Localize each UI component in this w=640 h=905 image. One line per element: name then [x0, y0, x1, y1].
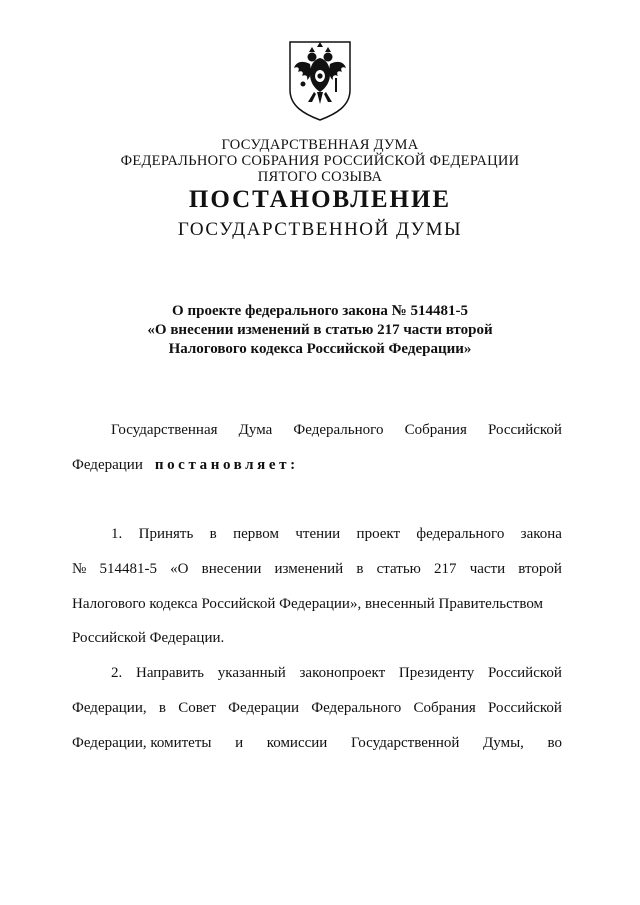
word: статью — [376, 561, 421, 577]
subject-line-3: Налогового кодекса Российской Федерации» — [168, 341, 472, 357]
word: Думы, — [483, 735, 524, 751]
word: изменений — [274, 561, 344, 577]
item-2-line-2 — [72, 700, 562, 717]
word: 1. — [111, 526, 123, 542]
item-1-line-4: Российской Федерации. — [72, 630, 225, 646]
word: первом — [233, 526, 279, 542]
intro-line-1 — [111, 422, 562, 439]
word: 217 — [434, 561, 457, 577]
word: закона — [520, 526, 562, 542]
word: 2. — [111, 665, 123, 681]
word: Российской — [488, 700, 562, 716]
word: «О — [170, 561, 189, 577]
word: части — [469, 561, 506, 577]
word: № — [72, 561, 87, 577]
word: Государственной — [350, 735, 460, 751]
word: Дума — [238, 422, 273, 438]
resolves-word: постановляет: — [154, 457, 299, 473]
word: законопроект — [299, 665, 386, 681]
word: Собрания — [413, 700, 476, 716]
word: Федерального — [311, 700, 402, 716]
word: Государственная — [111, 422, 218, 438]
word: Федерации, комитеты — [72, 735, 212, 751]
word: внесении — [201, 561, 262, 577]
word: Совет — [178, 700, 216, 716]
word: Президенту — [398, 665, 475, 681]
word: Направить — [136, 665, 204, 681]
item-1-line-2 — [72, 561, 562, 578]
word: указанный — [217, 665, 286, 681]
word: Собрания — [404, 422, 467, 438]
word: Российской — [488, 665, 562, 681]
word: второй — [518, 561, 562, 577]
item-2-line-3 — [72, 735, 562, 752]
word: 514481-5 — [99, 561, 157, 577]
word: комиссии — [266, 735, 328, 751]
convocation: ПЯТОГО СОЗЫВА — [257, 169, 383, 185]
intro-line-2 — [72, 457, 562, 474]
subject-line-2: «О внесении изменений в статью 217 части второй — [147, 322, 493, 338]
word: Принять — [138, 526, 194, 542]
word: федерального — [416, 526, 505, 542]
org-name-line-1: ГОСУДАРСТВЕННАЯ ДУМА — [221, 137, 419, 153]
coat-of-arms-icon — [284, 38, 356, 122]
word: чтении — [295, 526, 341, 542]
word: в — [158, 700, 166, 716]
item-1-line-3: Налогового кодекса Российской Федерации», внесенный Правительством — [72, 596, 544, 612]
word: Федерального — [293, 422, 384, 438]
document-subtitle: ГОСУДАРСТВЕННОЙ ДУМЫ — [177, 219, 463, 240]
item-2-line-1 — [111, 665, 562, 682]
org-name-line-2: ФЕДЕРАЛЬНОГО СОБРАНИЯ РОССИЙСКОЙ ФЕДЕРАЦИИ — [120, 153, 520, 169]
document-title: ПОСТАНОВЛЕНИЕ — [188, 186, 452, 213]
word: в — [356, 561, 364, 577]
subject-line-1: О проекте федерального закона № 514481-5 — [172, 303, 468, 319]
word: во — [547, 735, 562, 751]
word: Российской — [488, 422, 562, 438]
word: проект — [356, 526, 401, 542]
word: Федерации — [72, 457, 143, 473]
word: Федерации — [228, 700, 299, 716]
word: и — [235, 735, 244, 751]
word: в — [209, 526, 217, 542]
item-1-line-1 — [111, 526, 562, 543]
word: Федерации, — [72, 700, 147, 716]
